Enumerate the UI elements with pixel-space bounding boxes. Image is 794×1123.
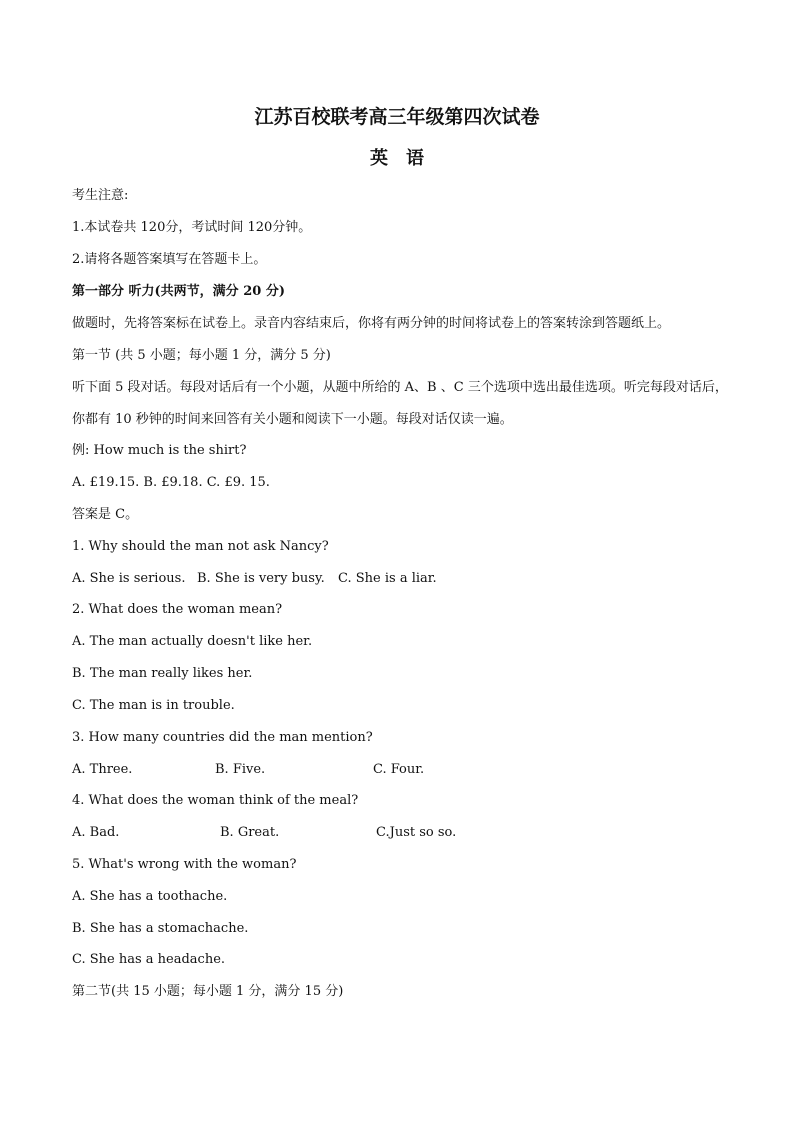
option-a: A. The man actually doesn't like her. <box>72 634 313 649</box>
option-a: A. Three. <box>72 762 133 777</box>
option-c: C. She has a headache. <box>72 952 226 967</box>
option-b: B. The man really likes her. <box>72 666 253 681</box>
question-text: 1. Why should the man not ask Nancy? <box>72 539 329 554</box>
part1-heading: 第一部分 听力(共两节，满分 20 分) <box>72 284 285 299</box>
exam-title: 江苏百校联考高三年级第四次试卷 <box>254 106 540 128</box>
example-answer: 答案是 C。 <box>72 507 139 522</box>
option-c: C.Just so so. <box>376 825 457 840</box>
example-options: A. £19.15. B. £9.18. C. £9. 15. <box>72 475 270 490</box>
option-a: A. Bad. <box>72 825 120 840</box>
option-a: A. She has a toothache. <box>72 889 228 904</box>
option-a: A. She is serious. <box>72 571 186 586</box>
part1-instruction: 做题时，先将答案标在试卷上。录音内容结束后，你将有两分钟的时间将试卷上的答案转涂到答题纸上。 <box>72 316 671 331</box>
option-c: C. Four. <box>373 762 425 777</box>
notice-item: 2.请将各题答案填写在答题卡上。 <box>72 252 267 267</box>
subject-title: 英语 <box>370 148 442 169</box>
option-c: C. The man is in trouble. <box>72 698 235 713</box>
option-b: B. Five. <box>215 762 266 777</box>
section1-heading: 第一节 (共 5 小题；每小题 1 分，满分 5 分) <box>72 348 331 363</box>
option-c: C. She is a liar. <box>338 571 437 586</box>
option-b: B. She has a stomachache. <box>72 921 249 936</box>
section1-instruction: 听下面 5 段对话。每段对话后有一个小题，从题中所给的 A、B 、C 三个选项中选出最佳选项。听完每段对话后，你都有 10 秒钟的时间来回答有关小题和阅读下一小题。每段对话仅读一遍。 <box>72 380 728 427</box>
option-b: B. Great. <box>220 825 280 840</box>
question-text: 3. How many countries did the man mention? <box>72 730 373 745</box>
option-b: B. She is very busy. <box>197 571 325 586</box>
notice-label: 考生注意: <box>72 188 129 203</box>
section2-heading: 第二节(共 15 小题；每小题 1 分，满分 15 分) <box>72 984 344 999</box>
question-text: 5. What's wrong with the woman? <box>72 857 297 872</box>
question-text: 4. What does the woman think of the meal? <box>72 793 359 808</box>
example-question: 例: How much is the shirt? <box>72 443 247 458</box>
question-text: 2. What does the woman mean? <box>72 602 283 617</box>
notice-item: 1.本试卷共 120分，考试时间 120分钟。 <box>72 220 312 235</box>
